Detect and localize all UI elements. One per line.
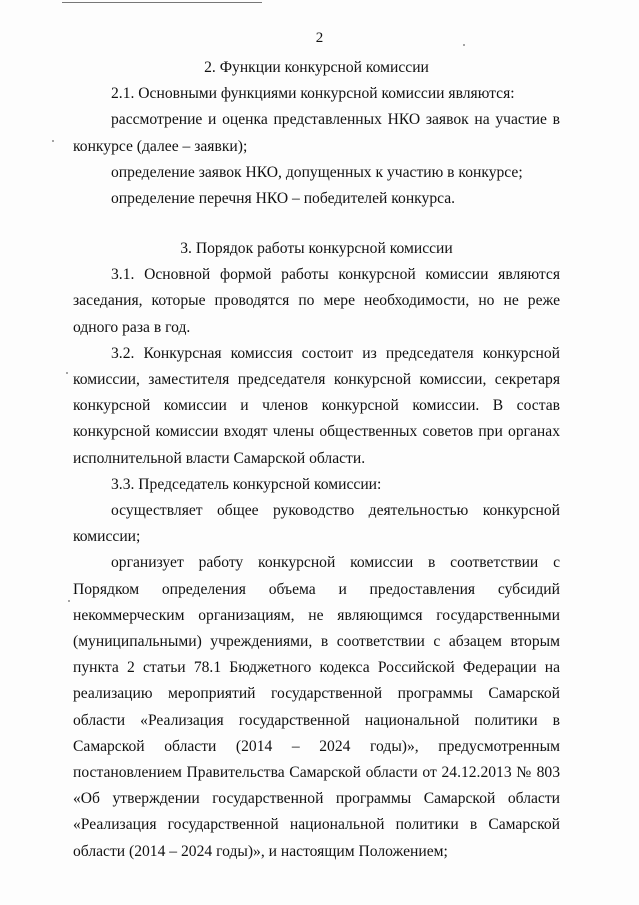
paragraph-2-1-item-3: определение перечня НКО – победителей конкурса. <box>111 190 456 208</box>
paragraph-3-3-item-1: осуществляет общее руководство деятельностью конкурсной комиссии; <box>73 502 560 546</box>
section-2-heading: 2. Функции конкурсной комиссии <box>204 59 429 76</box>
paragraph-3-1: 3.1. Основной формой работы конкурсной комиссии являются заседания, которые проводятся по мере необходимости, но не реже одного раза в год. <box>73 266 560 336</box>
scan-speck <box>68 600 70 602</box>
scan-edge-mark <box>62 2 262 3</box>
paragraph-3-3: 3.3. Председатель конкурсной комиссии: <box>111 475 382 493</box>
section-3 <box>73 236 560 865</box>
paragraph-2-1-item-2: определение заявок НКО, допущенных к участию в конкурсе; <box>111 163 523 181</box>
page-number: 2 <box>315 30 324 46</box>
paragraph-2-1: 2.1. Основными функциями конкурсной комиссии являются: <box>111 85 515 103</box>
paragraph-2-1-item-1: рассмотрение и оценка представленных НКО заявок на участие в конкурсе (далее – заявки); <box>73 111 560 155</box>
section-3-heading: 3. Порядок работы конкурсной комиссии <box>180 240 453 257</box>
section-2 <box>73 55 560 212</box>
paragraph-3-3-item-2: организует работу конкурсной комиссии в соответствии с Порядком определения объема и предоставления субсидий некоммерческим организациям, не являющимся государственными (муниципальными) учреждениями, в соответствии с абзацем вторым пункта 2 статьи 78.1 Бюджетного кодекса Российской Федерации на реализацию мероприятий государственной программы Самарской области «Реализация государственной национальной политики в Самарской области (2014 – 2024 годы)», предусмотренным постановлением Правительства Самарской области от 24.12.2013 № 803 «Об утверждении государственной программы Самарской области «Реализация государственной национальной политики в Самарской области (2014 – 2024 годы)», и настоящим Положением; <box>73 554 560 860</box>
scan-speck <box>66 372 68 374</box>
scan-speck <box>52 140 54 142</box>
paragraph-3-2: 3.2. Конкурсная комиссия состоит из председателя конкурсной комиссии, заместителя председателя конкурсной комиссии, секретаря конкурсной комиссии и членов конкурсной комиссии. В состав конкурсной комиссии входят члены общественных советов при органах исполнительной власти Самарской области. <box>73 344 560 467</box>
